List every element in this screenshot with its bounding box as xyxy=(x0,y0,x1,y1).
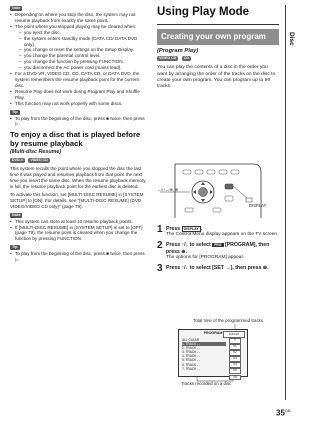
note-label: Note xyxy=(12,6,21,10)
list-item: T xyxy=(229,338,241,344)
tip-block-2 xyxy=(10,244,146,263)
section-tab: Disc xyxy=(288,32,295,46)
note-dash: – you eject the disc. xyxy=(19,30,146,36)
note-dash: – you disconnect the AC power cord (mains lead). xyxy=(19,65,146,71)
note-bullet: • This function may not work properly with some discs. xyxy=(10,101,146,107)
tip-bullet: • To play from the beginning of the disc, press ■ twice, then press ▷. xyxy=(10,251,146,263)
note-dash: – you change the parental control level. xyxy=(19,53,146,59)
list-item: 4. TRACK - - xyxy=(182,354,201,359)
step-1: 1 Press DISPLAY . The Control Menu display appears on the TV screen. xyxy=(157,224,279,238)
right-column xyxy=(157,5,279,92)
list-item: 2. TRACK - - xyxy=(182,346,201,351)
margin-rule xyxy=(285,5,286,400)
note-bullet: • Resume Play does not work during Program Play and Shuffle Play. xyxy=(10,89,146,101)
tip-bullet: • To play from the beginning of the disc, press ■ twice, then press ▷. xyxy=(10,116,146,128)
disc-tag: VIDEO CD xyxy=(159,56,177,61)
note-block-1 xyxy=(10,5,146,107)
disc-tag: VIDEO CD xyxy=(30,158,48,163)
section-heading: To enjoy a disc that is played before by resume playback xyxy=(10,130,141,148)
note-dash: – the system enters standby mode (DATA CD/ DATA DVD only). xyxy=(19,36,146,48)
note-bullet: • This system can store at least 10 resume playback points. xyxy=(10,219,146,225)
total-time-box: 0:00:00 xyxy=(223,331,245,338)
note-bullet: • The point where you stopped playing may be cleared when: – you eject the disc. – the system enters standby mode (DATA CD/ DATA DVD only). – you change or reset the settings on the Setup Display. – you change the parental control level. – you change the function by pressing FUNCTION. – you disconnect the AC power cord (mains lead). xyxy=(10,24,146,71)
list-item: 7. TRACK - - xyxy=(182,366,201,371)
note-bullet: • If [MULTI-DISC RESUME] in [SYSTEM SETUP] is set to [OFF] (page 79), the resume point is cleared when you change the function by pressing FUNCTION. xyxy=(10,225,146,243)
note-dash: – you change or reset the settings on the Setup Display. xyxy=(19,47,146,53)
list-item: 5. TRACK - - xyxy=(182,358,201,363)
tip-block-1 xyxy=(10,109,146,128)
remote-callout-right: DISPLAY xyxy=(249,203,267,208)
list-item: 1. TRACK - - xyxy=(182,342,226,346)
display-key-icon: DISPLAY xyxy=(183,227,199,231)
page-title: Using Play Mode xyxy=(157,5,279,25)
intro-paragraph: You can play the contents of a disc in the order you want by arranging the order of the tracks on the disc to create your own program. You can program up to 99 tracks. xyxy=(157,65,276,90)
note-label: Note xyxy=(12,212,21,217)
disc-tag: CD xyxy=(183,56,189,61)
body-paragraph: To activate this function, set [MULTI-DISC RESUME] in [SYSTEM SETUP] to [ON]. For details, see "[MULTI-DISC RESUME] (DVD VIDEO/VIDEO CD only)" (page 79). xyxy=(10,191,144,209)
diagram-caption-top: Total time of the programmed tracks xyxy=(193,318,264,323)
page-number: $35^{GB}$ xyxy=(276,408,291,418)
remote-callout-left: ←/↑/→/⊕, ⊕ xyxy=(157,188,179,192)
note-block-2 xyxy=(10,212,146,243)
disc-type-tags xyxy=(10,157,146,163)
steps xyxy=(157,222,279,275)
section-subheading: (Program Play) xyxy=(157,48,199,54)
left-column xyxy=(10,5,146,265)
tv-screen xyxy=(178,329,248,377)
list-item: ALL CLEAR xyxy=(182,338,200,342)
list-item: 03 xyxy=(229,356,241,362)
screen-title: PROGRAM xyxy=(203,331,223,335)
disc-tag: DVD-V xyxy=(12,158,24,163)
note-bullet: • For a DVD-VR, VIDEO CD, CD, DATA CD, or DATA DVD, the system remembers the resume playback point for the current disc. xyxy=(10,71,146,89)
note-bullet: • Depending on where you stop the disc, the system may not resume playback from exactly the same point. xyxy=(10,12,146,24)
program-key-icon: PRG xyxy=(214,243,222,248)
tip-label: Tip xyxy=(12,245,18,250)
list-item: 01 xyxy=(229,344,241,350)
step-2: 2 Press ↑/↓ to select PRG [PROGRAM], then press ⊕. The options for [PROGRAM] appear. xyxy=(157,240,270,260)
disc-track-list xyxy=(229,338,241,381)
list-item: 3. TRACK - - xyxy=(182,350,201,355)
section-band: Creating your own program xyxy=(157,29,279,45)
diagram-caption-bottom: Tracks recorded on a disc xyxy=(181,381,232,386)
body-paragraph: This system recalls the point where you stopped the disc the last time it was played and resumes playback from that point the next time you insert the same disc. When the resume playback memory is full, the resume playback point for the earliest disc is deleted. xyxy=(10,166,146,190)
remote-illustration xyxy=(157,160,279,218)
list-item: 6. TRACK - - xyxy=(182,362,201,367)
list-item: 05 xyxy=(229,368,241,374)
section-subheading: (Multi-disc Resume) xyxy=(10,148,62,155)
program-track-list xyxy=(182,338,226,371)
list-item: 06 xyxy=(229,375,241,381)
list-item: 04 xyxy=(229,362,241,368)
note-dash: – you change the function by pressing FUNCTION. xyxy=(19,59,146,65)
step-3: 3 Press ↑/↓ to select [SET →], then press ⊕. xyxy=(157,263,269,275)
list-item: 02 xyxy=(229,350,241,356)
program-screen-diagram xyxy=(157,318,279,390)
disc-type-tags xyxy=(157,56,279,62)
tip-label: Tip xyxy=(12,109,18,114)
